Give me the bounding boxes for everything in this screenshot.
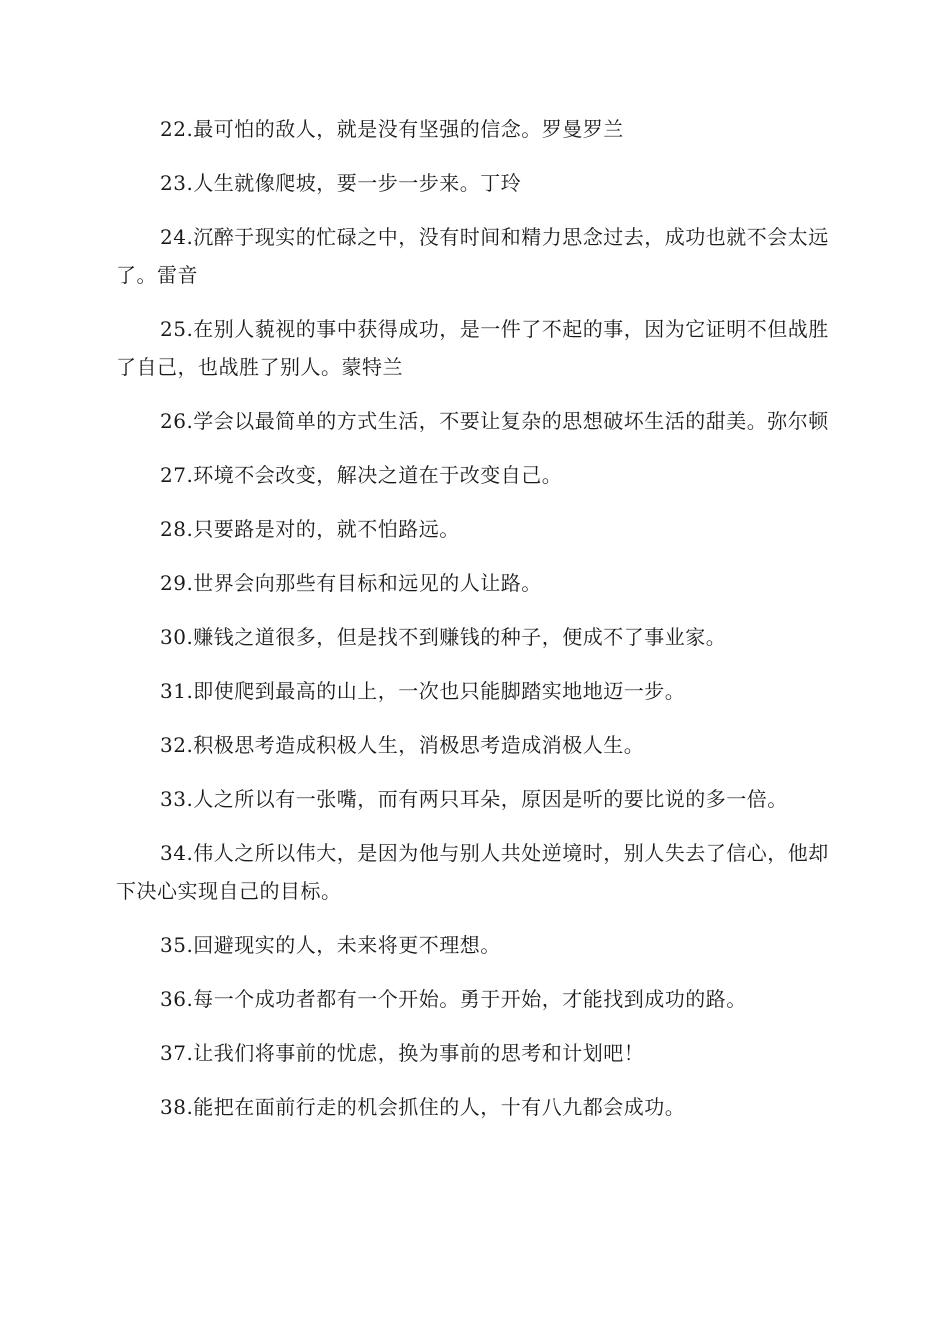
quote-paragraph: 31.即使爬到最高的山上，一次也只能脚踏实地地迈一步。 [160, 679, 686, 703]
quote-paragraph: 30.赚钱之道很多，但是找不到赚钱的种子，便成不了事业家。 [160, 625, 727, 649]
quote-paragraph: 34.伟人之所以伟大，是因为他与别人共处逆境时，别人失去了信心，他却下决心实现自己的目标。 [116, 841, 829, 903]
document-body [116, 110, 836, 1142]
quote-paragraph: 28.只要路是对的，就不怕路远。 [160, 517, 460, 541]
quote-paragraph: 22.最可怕的敌人，就是没有坚强的信念。罗曼罗兰 [160, 117, 624, 141]
quote-paragraph: 33.人之所以有一张嘴，而有两只耳朵，原因是听的要比说的多一倍。 [160, 787, 788, 811]
quote-paragraph: 25.在别人藐视的事中获得成功，是一件了不起的事，因为它证明不但战胜了自己，也战胜了别人。蒙特兰 [116, 317, 829, 379]
quote-paragraph: 38.能把在面前行走的机会抓住的人，十有八九都会成功。 [160, 1095, 686, 1119]
quote-paragraph: 27.环境不会改变，解决之道在于改变自己。 [160, 463, 563, 487]
quote-paragraph: 32.积极思考造成积极人生，消极思考造成消极人生。 [160, 733, 645, 757]
quote-paragraph: 35.回避现实的人，未来将更不理想。 [160, 933, 501, 957]
quote-paragraph: 24.沉醉于现实的忙碌之中，没有时间和精力思念过去，成功也就不会太远了。雷音 [116, 225, 829, 287]
quote-paragraph: 26.学会以最简单的方式生活，不要让复杂的思想破坏生活的甜美。弥尔顿 [160, 409, 829, 433]
quote-paragraph: 23.人生就像爬坡，要一步一步来。丁玲 [160, 171, 522, 195]
quote-paragraph: 29.世界会向那些有目标和远见的人让路。 [160, 571, 542, 595]
quote-paragraph: 37.让我们将事前的忧虑，换为事前的思考和计划吧！ [160, 1041, 645, 1065]
quote-paragraph: 36.每一个成功者都有一个开始。勇于开始，才能找到成功的路。 [160, 987, 747, 1011]
